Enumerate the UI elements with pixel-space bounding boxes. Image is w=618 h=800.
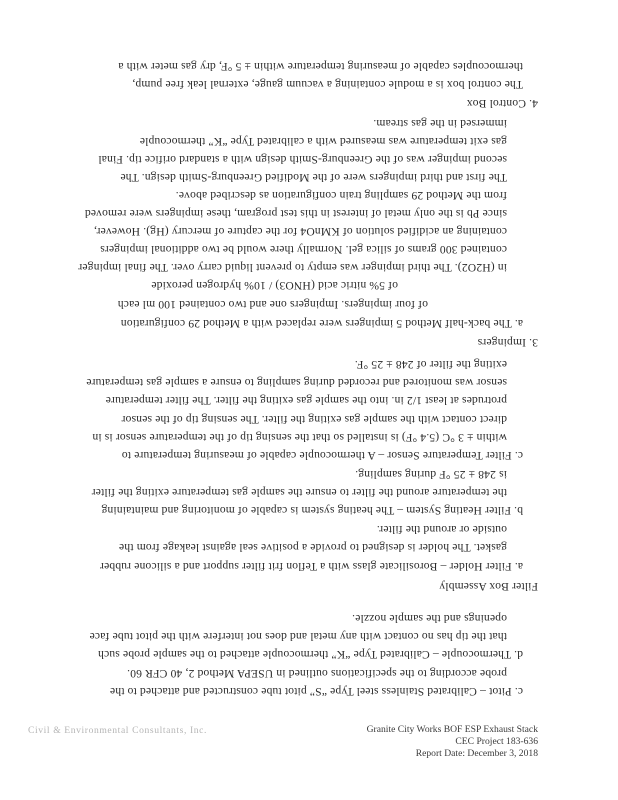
text-line: The control box is a module containing a vacuum gauge, external leak free pump, — [132, 78, 523, 91]
text-line: outside or around the filter. — [376, 523, 507, 536]
text-line: gasket. The holder is designed to provide a positive seal against leakage from the — [118, 541, 507, 554]
section-heading: Filter Box Assembly — [439, 580, 538, 593]
text-line: openings and the sample nozzle. — [351, 612, 507, 625]
text-line: in (H2O2). The third impinger was empty to prevent liquid carry over. The final impinger — [78, 261, 507, 274]
text-line: thermocouples capable of measuring temperature within ± 5 °F, dry gas meter with a — [118, 60, 523, 73]
text-line: second impinger was of the Greenburg-Smith design with a standard orifice tip. Final — [98, 153, 507, 166]
text-line: containing an acidified solution of KMnO4 for the capture of mercury (Hg). However, — [93, 225, 507, 238]
text-line: probe according to the specifications outlined in USEPA Method 2, 40 CFR 60. — [126, 667, 507, 680]
text-line: c. Pitot – Calibrated Stainless steel Type “S” pitot tube constructed and attached to the — [109, 685, 523, 698]
text-line: exiting the filter of 248 ± 25 °F. — [354, 358, 507, 371]
report-date: Report Date: December 3, 2018 — [415, 748, 538, 759]
text-line: The first and third impingers were of the Modified Greenburg-Smith design. The — [120, 171, 507, 184]
text-line: within ± 3 °C (5.4 °F) is installed so that the sensing tip of the temperature sensor is in — [92, 431, 507, 444]
text-line: the temperature around the filter to ensure the sample gas temperature exiting the filter — [91, 486, 507, 499]
text-line: a. The back-half Method 5 impingers were replaced with a Method 29 configuration — [120, 317, 523, 330]
text-line: a. Filter Holder – Borosilicate glass with a Teflon frit filter support and a silicone rubber — [99, 560, 523, 573]
project-number: CEC Project 183-636 — [455, 736, 538, 747]
section-heading: 3. Impingers — [477, 336, 538, 349]
text-line: protrudes at least 1/2 in. into the sample gas exiting the filter. The filter temperature — [105, 394, 507, 407]
section-heading: 4. Control Box — [466, 97, 538, 110]
text-line: immersed in the gas stream. — [373, 117, 507, 130]
text-line: of four impingers. Impingers one and two contained 100 ml each — [117, 298, 428, 311]
text-line: d. Thermocouple – Calibrated Type “K” thermocouple attached to the sample probe such — [97, 648, 523, 661]
report-title: Granite City Works BOF ESP Exhaust Stack — [366, 724, 538, 735]
text-line: contained 300 grams of silica gel. Normally there would be two additional impingers — [100, 243, 507, 256]
text-line: from the Method 29 sampling train configuration as described above. — [175, 189, 507, 202]
text-line: c. Filter Temperature Sensor – A thermocouple capable of measuring temperature to — [121, 449, 523, 462]
text-line: that the tip has no contact with any metal and does not interfere with the pitot tube face — [89, 630, 507, 643]
company-name: Civil & Environmental Consultants, Inc. — [28, 725, 208, 736]
text-line: since Pb is the only metal of interest in this test program, these impingers were removed — [84, 207, 507, 220]
text-line: b. Filter Heating System – The heating system is capable of monitoring and maintaining — [101, 504, 523, 517]
text-line: of 5% nitric acid (HNO3) / 10% hydrogen peroxide — [151, 279, 398, 292]
text-line: direct contact with the sample gas exiting the filter. The sensing tip of the sensor — [121, 413, 507, 426]
text-line: sensor was monitored and recorded during sampling to ensure a sample gas temperature — [86, 376, 507, 389]
text-line: is 248 ± 25 °F during sampling. — [355, 468, 507, 481]
text-line: gas exit temperature was measured with a calibrated Type “K” thermocouple — [139, 135, 507, 148]
